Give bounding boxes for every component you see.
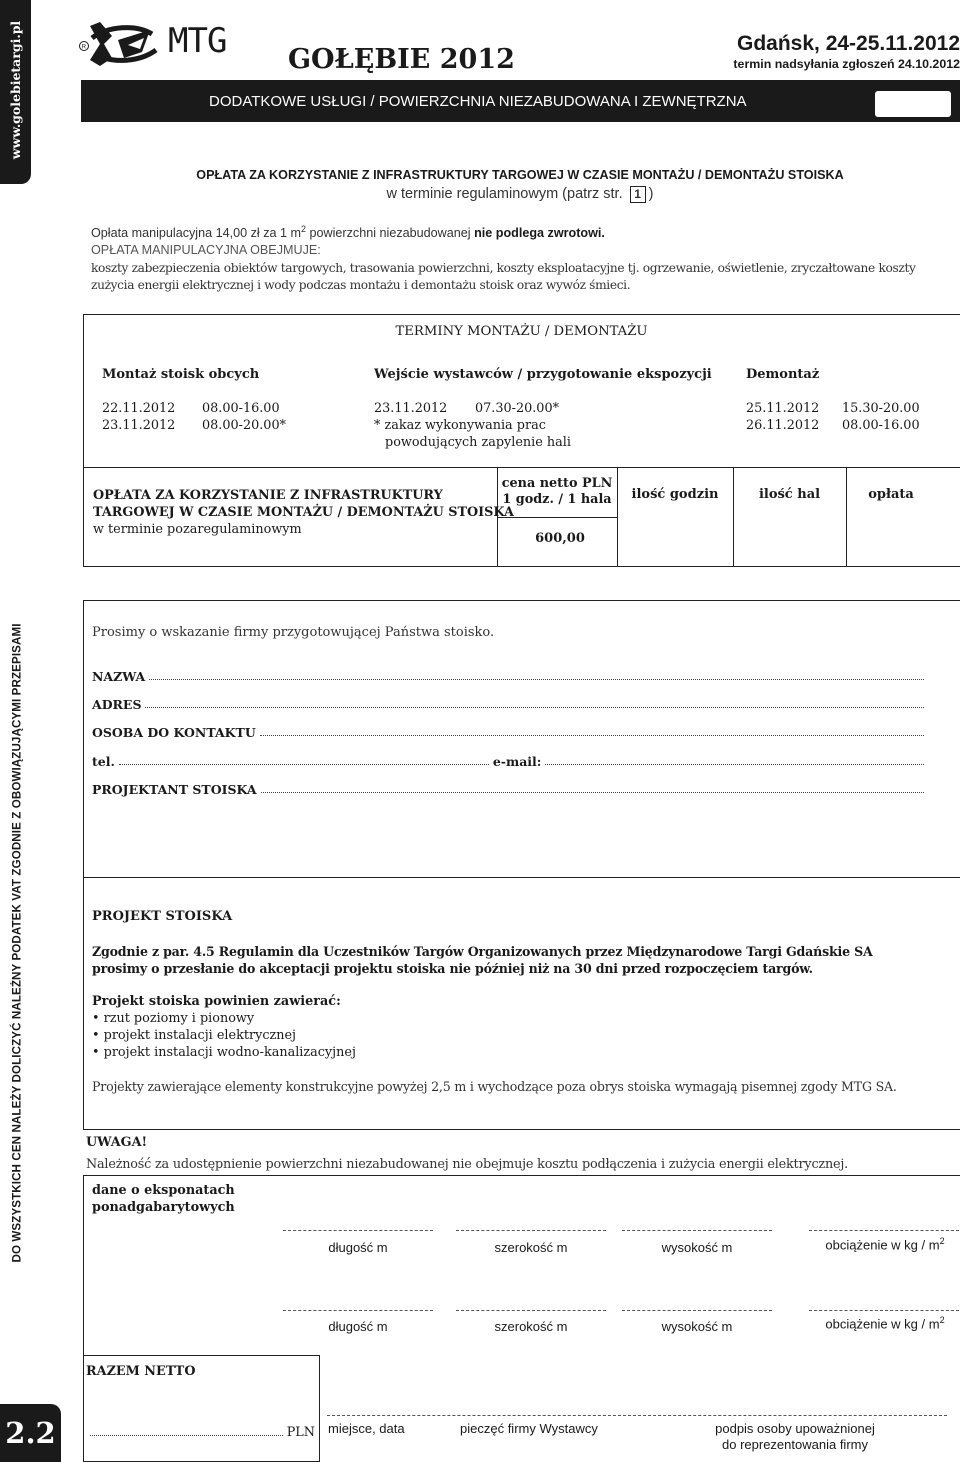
website-url: www.golebietargi.pl [8,20,23,160]
terms-col-montaz-head: Montaż stoisk obcych [102,367,260,382]
length-label-2: długość m [328,1319,388,1334]
width-label-1: szerokość m [494,1240,568,1255]
currency-label: PLN [286,1425,315,1440]
project-para-1: Zgodnie z par. 4.5 Regulamin dla Uczestników Targów Organizowanych przez Międzynarodowe Targi Gdańskie SA [92,944,873,959]
warning-title: UWAGA! [86,1135,148,1150]
designer-field[interactable] [261,792,924,793]
load-label-1: obciążenie w kg / $m^2$ [825,1236,945,1253]
length-field-1[interactable] [283,1230,433,1231]
height-field-2[interactable] [622,1310,772,1311]
project-item-3: • projekt instalacji wodno-kanalizacyjnej [92,1045,356,1060]
width-field-1[interactable] [456,1230,606,1231]
contact-person-row [92,725,928,740]
company-stamp-label: pieczęć firmy Wystawcy [460,1421,598,1436]
project-item-1: • rzut poziomy i pionowy [92,1011,255,1026]
terms-heading: TERMINY MONTAŻU / DEMONTAŻU [395,324,648,339]
email-label: e-mail: [492,754,542,769]
fee-subtitle: w terminie regulaminowym (patrz str. 1 ) [386,186,654,202]
price-header-2: 1 godz. / 1 hala [502,492,612,507]
brand-name: MTG [168,21,227,61]
address-field[interactable] [145,707,924,708]
halls-input[interactable] [736,512,843,564]
height-field-1[interactable] [622,1230,772,1231]
project-para-2: prosimy o przesłanie do akceptacji projektu stoiska nie później niż na 30 dni przed rozpoczęciem targów. [92,961,813,976]
wejscie-note-2: powodujących zapylenie hali [385,435,571,450]
halls-column-header: ilość hal [758,487,821,502]
designer-label: PROJEKTANT STOISKA [92,782,257,797]
includes-heading: OPŁATA MANIPULACYJNA OBEJMUJE: [91,243,321,257]
length-label-1: długość m [328,1240,388,1255]
wejscie-date: 23.11.2012 [374,401,448,416]
signature-line[interactable] [327,1415,947,1416]
place-date-label: miejsce, data [328,1421,405,1436]
project-heading: PROJEKT STOISKA [92,909,233,924]
hours-column-header: ilość godzin [631,487,719,502]
address-label: ADRES [92,697,142,712]
price-header-1: cena netto PLN [501,476,613,491]
hours-input[interactable] [620,512,730,564]
wejscie-time: 07.30-20.00* [475,401,559,416]
contractor-intro: Prosimy o wskazanie firmy przygotowującej Państwa stoisko. [92,625,495,640]
includes-text-1: koszty zabezpieczenia obiektów targowych, trasowania powierzchni, koszty eksploatacyjne tj. ogrzewanie, oświetlenie, zryczałtowane koszty [91,261,916,275]
banner-text: DODATKOWE USŁUGI / POWIERZCHNIA NIEZABUDOWANA I ZEWNĘTRZNA [209,93,747,110]
montaz-time-1: 08.00-16.00 [202,401,280,416]
signature-label-2: do reprezentowania firmy [722,1437,868,1452]
width-label-2: szerokość m [494,1319,568,1334]
load-field-2[interactable] [809,1310,959,1311]
project-must-contain: Projekt stoiska powinien zawierać: [92,994,341,1009]
tel-email-row [92,754,928,769]
contact-person-field[interactable] [260,735,924,736]
fee-title: OPŁATA ZA KORZYSTANIE Z INFRASTRUKTURY TARGOWEJ W CZASIE MONTAŻU / DEMONTAŻU STOISKA [196,168,844,182]
terms-col-demontaz-head: Demontaż [746,367,820,382]
oversize-label-1: dane o eksponatach [92,1183,235,1198]
vat-vertical-note: DO WSZYSTKICH CEN NALEŻY DOLICZYĆ NALEŻNY PODATEK VAT ZGODNIE Z OBOWIĄZUJĄCYMI PRZEPISAMI [10,623,24,1263]
form-number: 2.2 [0,1404,61,1462]
tel-field[interactable] [119,764,489,765]
designer-row [92,782,928,797]
fee-column-header: opłata [868,487,914,502]
total-amount-field[interactable] [90,1435,283,1436]
tel-label: tel. [92,754,115,769]
infra-label-1: OPŁATA ZA KORZYSTANIE Z INFRASTRUKTURY [93,488,443,503]
height-label-1: wysokość m [661,1240,733,1255]
includes-text-2: zużycia energii elektrycznej i wody podczas montażu i demontażu stoisk oraz wywóz śmieci. [91,278,631,292]
email-field[interactable] [545,764,924,765]
montaz-date-2: 23.11.2012 [102,418,176,433]
project-item-2: • projekt instalacji elektrycznej [92,1028,297,1043]
montaz-time-2: 08.00-20.00* [202,418,286,433]
oversize-label-2: ponadgabarytowych [92,1200,235,1215]
page-ref-box: 1 [630,186,646,203]
deadline: termin nadsyłania zgłoszeń 24.10.2012 [733,57,960,71]
width-field-2[interactable] [456,1310,606,1311]
demontaz-time-2: 08.00-16.00 [842,418,920,433]
company-name-row [92,669,928,684]
svg-text:R: R [81,44,87,51]
height-label-2: wysokość m [661,1319,733,1334]
wejscie-note-1: * zakaz wykonywania prac [374,418,546,433]
contact-person-label: OSOBA DO KONTAKTU [92,725,256,740]
project-note: Projekty zawierające elementy konstrukcyjne powyżej 2,5 m i wychodzące poza obrys stoiska wymagają pisemnej zgody MTG SA. [92,1079,897,1094]
fee-input[interactable] [849,512,957,564]
handling-fee-text: Opłata manipulacyjna 14,00 zł za 1 $m^2$ powierzchni niezabudowanej nie podlega zwrotowi. [91,224,605,241]
warning-text: Należność za udostępnienie powierzchni niezabudowanej nie obejmuje kosztu podłączenia i zużycia energii elektrycznej. [86,1157,849,1172]
load-field-1[interactable] [809,1230,959,1231]
demontaz-time-1: 15.30-20.00 [842,401,920,416]
infra-label-2: TARGOWEJ W CZASIE MONTAŻU / DEMONTAŻU STOISKA [93,505,514,520]
company-name-field[interactable] [149,679,924,680]
demontaz-date-2: 26.11.2012 [746,418,820,433]
event-title: GOŁĘBIE 2012 [288,44,515,75]
price-value: 600,00 [535,531,585,546]
montaz-date-1: 22.11.2012 [102,401,176,416]
title-banner [81,80,960,122]
terms-col-wejscie-head: Wejście wystawców / przygotowanie ekspozycji [374,367,712,382]
demontaz-date-1: 25.11.2012 [746,401,820,416]
total-amount-row [90,1425,315,1440]
mtg-logo [78,18,248,70]
total-label: RAZEM NETTO [86,1364,196,1379]
event-location-dates: Gdańsk, 24-25.11.2012 [737,32,960,55]
length-field-2[interactable] [283,1310,433,1311]
form-id-field[interactable] [875,91,951,117]
load-label-2: obciążenie w kg / $m^2$ [825,1315,945,1332]
company-name-label: NAZWA [92,669,146,684]
sidebar-website-tab [0,0,31,184]
address-row [92,697,928,712]
signature-label-1: podpis osoby upoważnionej [715,1421,875,1436]
infra-label-3: w terminie pozaregulaminowym [93,522,302,537]
